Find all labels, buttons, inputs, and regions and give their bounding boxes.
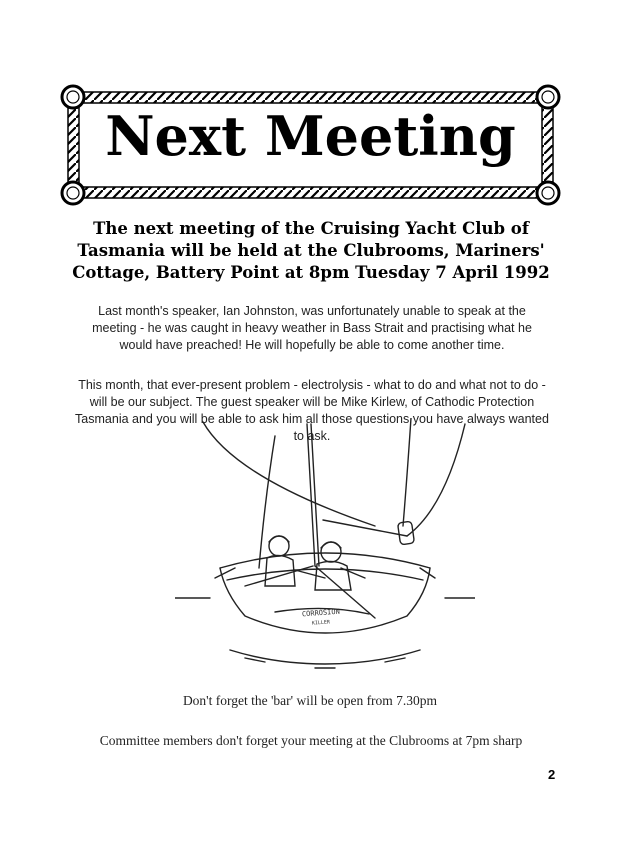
paragraph-this-month: This month, that ever-present problem - electrolysis - what to do and what not to do - will be our subject. The guest speaker will be Mike Kirlew, of Cathodic Protection Tasmania and you will be able to ask him all those questions you have always wanted to ask. — [75, 378, 549, 443]
boat-name-text: CORROSION — [301, 607, 341, 619]
paragraph-last-month: Last month's speaker, Ian Johnston, was unfortunately unable to speak at the meeting - he was caught in heavy weather in Bass Strait and practising what he would have preached! He will hopefully be able to come another time. — [92, 304, 532, 352]
banner-title: Next Meeting — [105, 104, 516, 168]
dinghy-sketch-icon — [175, 418, 475, 688]
bar-open-note: Don't forget the 'bar' will be open from 7.30pm — [182, 693, 438, 708]
boat-subtitle-text: KILLER — [311, 619, 331, 627]
page-number: 2 — [548, 767, 556, 782]
meeting-headline: The next meeting of the Cruising Yacht Club of Tasmania will be held at the Clubrooms, Mariners' Cottage, Battery Point at 8pm Tuesday 7 April 1992 — [72, 219, 550, 282]
sailing-dinghy-illustration — [175, 418, 475, 688]
rope-framed-banner — [58, 82, 563, 208]
committee-note: Committee members don't forget your meeting at the Clubrooms at 7pm sharp — [99, 733, 523, 748]
